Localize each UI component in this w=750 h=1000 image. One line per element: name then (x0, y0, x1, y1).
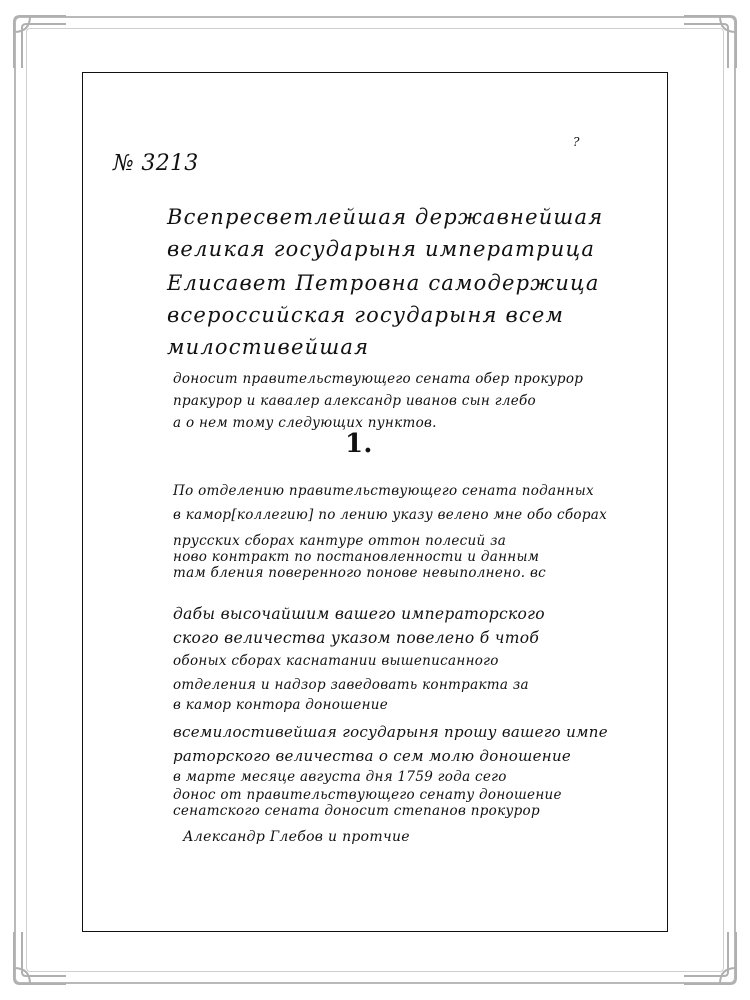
heading-line: Елисавет Петровна самодержица (167, 271, 600, 295)
paragraph-line: прусских сборах кантуре оттон полесий за (173, 533, 507, 549)
corner-ornament-icon (10, 928, 70, 988)
corner-ornament-icon (680, 928, 740, 988)
paragraph-line: в камор[коллегию] по лению указу велено мне обо сборах (173, 507, 608, 523)
paragraph-line: обоных сборах каснатании вышеписанного (173, 653, 499, 669)
signature-line: Александр Глебов и протчие (183, 829, 410, 845)
paragraph-line: ского величества указом повелено б чтоб (173, 629, 540, 647)
paragraph-line: в марте месяце августа дня 1759 года сего (173, 769, 507, 785)
paragraph-line: ново контракт по постановленности и данным (173, 549, 540, 565)
paragraph-line: доносит правительствующего сената обер прокурор (173, 371, 584, 387)
document-number: № 3213 (113, 151, 199, 176)
paragraph-line: а о нем тому следующих пунктов. (173, 415, 437, 431)
manuscript-page (82, 72, 668, 932)
paragraph-line: пракурор и кавалер александр иванов сын глебо (173, 393, 536, 409)
paragraph-line: всемилостивейшая государыня прошу вашего импе (173, 723, 608, 741)
heading-line: всероссийская государыня всем (167, 303, 565, 327)
corner-ornament-icon (680, 12, 740, 72)
paragraph-line: там бления поверенного понове невыполнено. вс (173, 565, 546, 581)
heading-line: великая государыня императрица (167, 237, 596, 261)
paragraph-line: отделения и надзор заведовать контракта за (173, 677, 529, 693)
paragraph-line: донос от правительствующего сенату доношение (173, 787, 562, 803)
corner-ornament-icon (10, 12, 70, 72)
section-numeral: 1. (345, 429, 373, 459)
paragraph-line: раторского величества о сем молю доношение (173, 747, 572, 765)
heading-line: Всепресветлейшая державнейшая (167, 205, 604, 229)
corner-mark: ? (573, 135, 580, 149)
paragraph-line: дабы высочайшим вашего императорского (173, 605, 545, 623)
heading-line: милостивейшая (167, 335, 370, 359)
paragraph-line: в камор контора доношение (173, 697, 389, 713)
paragraph-line: сенатского сената доносит степанов прокурор (173, 803, 540, 819)
paragraph-line: По отделению правительствующего сената поданных (173, 483, 594, 499)
